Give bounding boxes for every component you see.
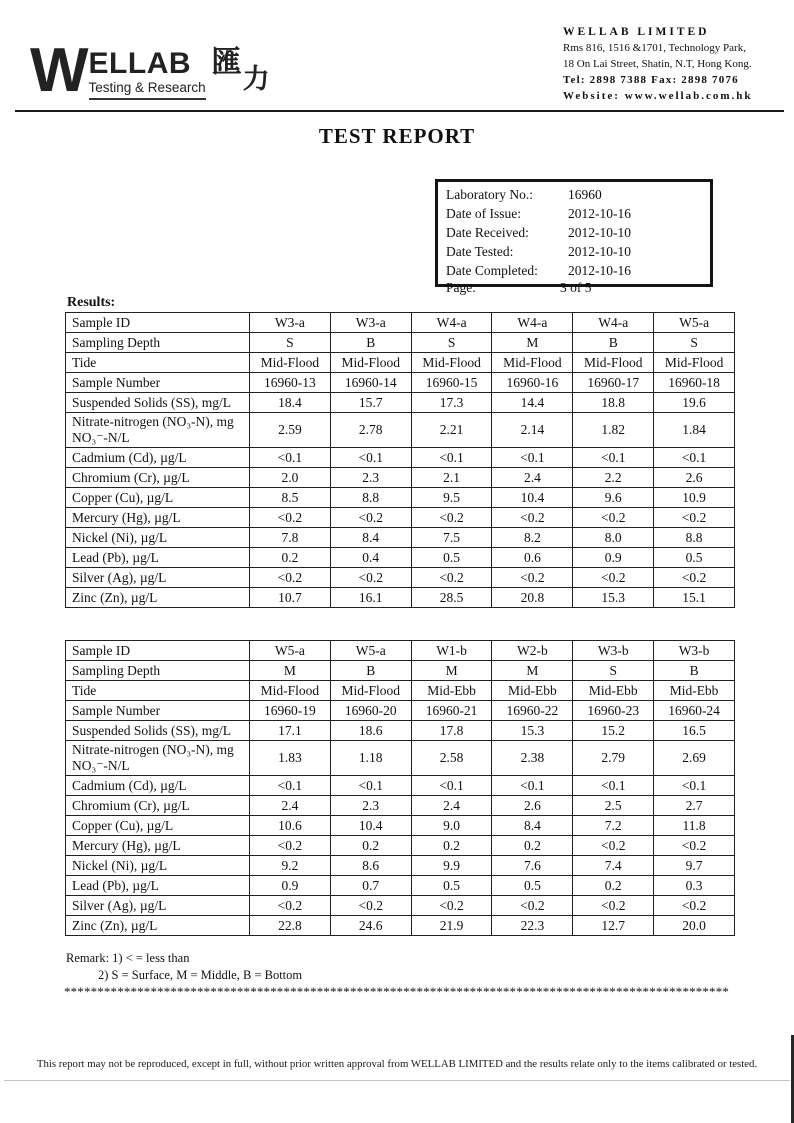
table-cell: 15.7 <box>330 393 411 413</box>
table-cell: 7.8 <box>250 528 331 548</box>
row-label: Sample ID <box>66 313 250 333</box>
table-cell: 22.8 <box>250 916 331 936</box>
table-cell: 9.7 <box>654 856 735 876</box>
row-label: Copper (Cu), µg/L <box>66 488 250 508</box>
remark-line-1: Remark: 1) < = less than <box>66 951 190 965</box>
row-label: Zinc (Zn), µg/L <box>66 588 250 608</box>
info-label: Date Received: <box>446 225 529 240</box>
table-row <box>66 836 735 856</box>
table-cell: Mid-Flood <box>654 353 735 373</box>
info-value: 2012-10-16 <box>568 263 631 278</box>
table-cell: 18.8 <box>573 393 654 413</box>
table-cell: 15.3 <box>492 721 573 741</box>
table-row <box>66 896 735 916</box>
row-label: Silver (Ag), µg/L <box>66 896 250 916</box>
info-value: 2012-10-10 <box>568 244 631 259</box>
results-table-1 <box>65 312 735 608</box>
table-cell: 0.2 <box>250 548 331 568</box>
table-cell: 0.5 <box>654 548 735 568</box>
table-cell: W1-b <box>411 641 492 661</box>
table-cell: <0.1 <box>573 448 654 468</box>
table-cell: Mid-Flood <box>492 353 573 373</box>
table-cell: 2.3 <box>330 796 411 816</box>
table-cell: <0.2 <box>654 896 735 916</box>
table-cell: 16960-15 <box>411 373 492 393</box>
table-cell: 2.59 <box>250 413 331 448</box>
table-cell: B <box>330 661 411 681</box>
table-row <box>66 508 735 528</box>
table-cell: M <box>492 333 573 353</box>
table-row <box>66 568 735 588</box>
table-row <box>66 681 735 701</box>
table-cell: 0.2 <box>330 836 411 856</box>
table-cell: 2.4 <box>492 468 573 488</box>
table-cell: 8.2 <box>492 528 573 548</box>
table-cell: 24.6 <box>330 916 411 936</box>
table-cell: W5-a <box>250 641 331 661</box>
table-row <box>66 448 735 468</box>
table-cell: <0.1 <box>411 776 492 796</box>
info-label: Date Completed: <box>446 263 538 278</box>
table-cell: 16.5 <box>654 721 735 741</box>
table-cell: 7.6 <box>492 856 573 876</box>
table-cell: S <box>411 333 492 353</box>
info-label: Laboratory No.: <box>446 187 533 202</box>
footer-disclaimer: This report may not be reproduced, except in full, without prior written approval from WELLAB LIMITED and the results relate only to the items calibrated or tested. <box>36 1058 758 1070</box>
row-label: Sample ID <box>66 641 250 661</box>
table-cell: M <box>411 661 492 681</box>
table-cell: Mid-Flood <box>411 353 492 373</box>
table-cell: 0.9 <box>573 548 654 568</box>
lab-info-box <box>435 179 713 287</box>
table-cell: 7.4 <box>573 856 654 876</box>
results-table-2 <box>65 640 735 936</box>
company-phone: Tel: 2898 7388 Fax: 2898 7076 <box>563 74 739 86</box>
table-cell: 9.0 <box>411 816 492 836</box>
row-label: Mercury (Hg), µg/L <box>66 508 250 528</box>
table-cell: S <box>250 333 331 353</box>
table-row <box>66 816 735 836</box>
table-cell: <0.2 <box>330 508 411 528</box>
table-row <box>66 528 735 548</box>
table-row <box>66 796 735 816</box>
info-row <box>446 261 710 280</box>
table-cell: 0.2 <box>411 836 492 856</box>
table-cell: 0.2 <box>573 876 654 896</box>
table-cell: B <box>330 333 411 353</box>
table-cell: 8.8 <box>330 488 411 508</box>
table-cell: <0.1 <box>492 448 573 468</box>
table-cell: 9.9 <box>411 856 492 876</box>
row-label: Lead (Pb), µg/L <box>66 548 250 568</box>
table-cell: S <box>573 661 654 681</box>
row-label: Nitrate-nitrogen (NO₃-N), mg NO₃⁻-N/L <box>66 741 250 776</box>
table-cell: <0.1 <box>330 776 411 796</box>
table-cell: 11.8 <box>654 816 735 836</box>
table-cell: 8.0 <box>573 528 654 548</box>
table-cell: <0.2 <box>411 508 492 528</box>
table-cell: 17.1 <box>250 721 331 741</box>
company-info <box>563 24 791 104</box>
table-cell: 2.1 <box>411 468 492 488</box>
table-cell: 16960-23 <box>573 701 654 721</box>
row-label: Zinc (Zn), µg/L <box>66 916 250 936</box>
table-cell: <0.2 <box>411 896 492 916</box>
table-cell: 2.79 <box>573 741 654 776</box>
row-label: Nickel (Ni), µg/L <box>66 856 250 876</box>
table-row <box>66 641 735 661</box>
table-cell: 7.2 <box>573 816 654 836</box>
table-cell: <0.1 <box>330 448 411 468</box>
table-cell: <0.2 <box>250 896 331 916</box>
table-cell: W4-a <box>411 313 492 333</box>
logo-w-letter: W <box>30 36 87 105</box>
table-cell: 2.2 <box>573 468 654 488</box>
table-row <box>66 373 735 393</box>
table-row <box>66 413 735 448</box>
table-cell: 16960-17 <box>573 373 654 393</box>
logo-tagline: Testing & Research <box>89 80 206 100</box>
table-cell: Mid-Ebb <box>492 681 573 701</box>
table-row <box>66 588 735 608</box>
table-row <box>66 876 735 896</box>
table-cell: W3-a <box>330 313 411 333</box>
table-cell: <0.1 <box>573 776 654 796</box>
company-website: Website: www.wellab.com.hk <box>563 90 753 102</box>
table-cell: <0.2 <box>654 836 735 856</box>
page-indicator <box>446 280 716 296</box>
table-cell: 10.7 <box>250 588 331 608</box>
company-address-line2: 18 On Lai Street, Shatin, N.T, Hong Kong. <box>563 58 752 70</box>
table-cell: 2.4 <box>250 796 331 816</box>
row-label: Cadmium (Cd), µg/L <box>66 776 250 796</box>
row-label: Suspended Solids (SS), mg/L <box>66 393 250 413</box>
info-value: 2012-10-16 <box>568 206 631 221</box>
table-cell: 2.3 <box>330 468 411 488</box>
table-cell: 15.1 <box>654 588 735 608</box>
table-row <box>66 741 735 776</box>
logo-wordmark: ELLAB <box>88 47 192 80</box>
table-cell: 0.4 <box>330 548 411 568</box>
table-cell: <0.1 <box>411 448 492 468</box>
table-cell: B <box>654 661 735 681</box>
table-cell: W4-a <box>492 313 573 333</box>
table-cell: <0.2 <box>573 508 654 528</box>
table-cell: 1.84 <box>654 413 735 448</box>
table-cell: 2.5 <box>573 796 654 816</box>
table-row <box>66 916 735 936</box>
table-cell: 0.3 <box>654 876 735 896</box>
table-cell: 16960-18 <box>654 373 735 393</box>
table-cell: W2-b <box>492 641 573 661</box>
page-label: Page: <box>446 280 476 295</box>
table-cell: Mid-Flood <box>330 353 411 373</box>
table-row <box>66 776 735 796</box>
table-cell: 10.4 <box>492 488 573 508</box>
table-cell: 8.6 <box>330 856 411 876</box>
table-cell: <0.2 <box>654 508 735 528</box>
logo-chinese-char-2: 力 <box>242 64 270 94</box>
logo-chinese-char-1: 匯 <box>211 46 242 79</box>
row-label: Tide <box>66 681 250 701</box>
info-value: 2012-10-10 <box>568 225 631 240</box>
info-row <box>446 223 710 242</box>
table-cell: M <box>492 661 573 681</box>
table-cell: 2.38 <box>492 741 573 776</box>
table-cell: 0.5 <box>492 876 573 896</box>
row-label: Nitrate-nitrogen (NO₃-N), mg NO₃⁻-N/L <box>66 413 250 448</box>
table-cell: <0.1 <box>654 776 735 796</box>
table-row <box>66 333 735 353</box>
info-value: 16960 <box>568 187 602 202</box>
table-row <box>66 721 735 741</box>
results-heading: Results: <box>67 295 116 310</box>
table-cell: 16960-14 <box>330 373 411 393</box>
table-cell: <0.2 <box>654 568 735 588</box>
table-cell: 18.4 <box>250 393 331 413</box>
row-label: Lead (Pb), µg/L <box>66 876 250 896</box>
table-cell: <0.2 <box>250 568 331 588</box>
row-label: Mercury (Hg), µg/L <box>66 836 250 856</box>
table-cell: 16960-24 <box>654 701 735 721</box>
table-cell: 0.5 <box>411 876 492 896</box>
table-cell: 8.5 <box>250 488 331 508</box>
table-cell: 16960-21 <box>411 701 492 721</box>
table-cell: M <box>250 661 331 681</box>
table-cell: 15.2 <box>573 721 654 741</box>
table-cell: 9.2 <box>250 856 331 876</box>
table-cell: Mid-Flood <box>250 681 331 701</box>
table-cell: 1.18 <box>330 741 411 776</box>
info-row <box>446 242 710 261</box>
table-cell: 19.6 <box>654 393 735 413</box>
table-cell: <0.2 <box>411 568 492 588</box>
table-row <box>66 548 735 568</box>
table-cell: <0.2 <box>492 508 573 528</box>
table-cell: 0.6 <box>492 548 573 568</box>
table-cell: 14.4 <box>492 393 573 413</box>
table-cell: 20.0 <box>654 916 735 936</box>
table-row <box>66 393 735 413</box>
row-label: Sampling Depth <box>66 661 250 681</box>
table-cell: 16960-16 <box>492 373 573 393</box>
header-divider <box>15 110 784 112</box>
table-cell: 16.1 <box>330 588 411 608</box>
table-row <box>66 468 735 488</box>
table-cell: <0.2 <box>573 896 654 916</box>
table-cell: <0.1 <box>250 448 331 468</box>
row-label: Copper (Cu), µg/L <box>66 816 250 836</box>
table-cell: <0.2 <box>492 896 573 916</box>
row-label: Tide <box>66 353 250 373</box>
table-cell: 8.8 <box>654 528 735 548</box>
table-row <box>66 313 735 333</box>
table-cell: S <box>654 333 735 353</box>
table-cell: <0.1 <box>654 448 735 468</box>
table-cell: 1.82 <box>573 413 654 448</box>
row-label: Chromium (Cr), µg/L <box>66 468 250 488</box>
table-cell: W5-a <box>654 313 735 333</box>
table-cell: 16960-13 <box>250 373 331 393</box>
info-row <box>446 185 710 204</box>
report-title: TEST REPORT <box>318 124 476 148</box>
row-label: Cadmium (Cd), µg/L <box>66 448 250 468</box>
table-cell: 22.3 <box>492 916 573 936</box>
table-cell: <0.2 <box>573 568 654 588</box>
table-cell: 2.14 <box>492 413 573 448</box>
table-cell: <0.1 <box>250 776 331 796</box>
table-cell: 2.6 <box>654 468 735 488</box>
table-row <box>66 701 735 721</box>
table-row <box>66 661 735 681</box>
table-cell: 2.6 <box>492 796 573 816</box>
table-cell: 18.6 <box>330 721 411 741</box>
info-row <box>446 204 710 223</box>
row-label: Sample Number <box>66 701 250 721</box>
page-value: 3 of 5 <box>560 280 592 295</box>
table-cell: 2.7 <box>654 796 735 816</box>
row-label: Sample Number <box>66 373 250 393</box>
table-cell: 10.6 <box>250 816 331 836</box>
table-row <box>66 488 735 508</box>
table-cell: 0.7 <box>330 876 411 896</box>
table-cell: 20.8 <box>492 588 573 608</box>
table-row <box>66 353 735 373</box>
table-cell: <0.2 <box>573 836 654 856</box>
info-label: Date Tested: <box>446 244 514 259</box>
table-cell: W3-b <box>573 641 654 661</box>
table-cell: 2.21 <box>411 413 492 448</box>
table-cell: 0.9 <box>250 876 331 896</box>
table-cell: W3-b <box>654 641 735 661</box>
table-cell: Mid-Flood <box>330 681 411 701</box>
row-label: Chromium (Cr), µg/L <box>66 796 250 816</box>
company-name: WELLAB LIMITED <box>563 26 710 38</box>
table-cell: 9.5 <box>411 488 492 508</box>
table-cell: 2.69 <box>654 741 735 776</box>
table-cell: 28.5 <box>411 588 492 608</box>
row-label: Sampling Depth <box>66 333 250 353</box>
table-cell: <0.1 <box>492 776 573 796</box>
table-cell: 16960-20 <box>330 701 411 721</box>
table-cell: 8.4 <box>330 528 411 548</box>
table-cell: 0.2 <box>492 836 573 856</box>
table-cell: 10.4 <box>330 816 411 836</box>
remark-line-2: 2) S = Surface, M = Middle, B = Bottom <box>98 968 303 982</box>
table-row <box>66 856 735 876</box>
table-cell: Mid-Ebb <box>654 681 735 701</box>
table-cell: <0.2 <box>330 568 411 588</box>
table-cell: B <box>573 333 654 353</box>
table-cell: 7.5 <box>411 528 492 548</box>
asterisk-separator: **************************************************************************************************** <box>64 984 729 999</box>
table-cell: <0.2 <box>492 568 573 588</box>
table-cell: 2.0 <box>250 468 331 488</box>
footer-divider <box>4 1080 790 1081</box>
table-cell: W4-a <box>573 313 654 333</box>
row-label: Nickel (Ni), µg/L <box>66 528 250 548</box>
row-label: Silver (Ag), µg/L <box>66 568 250 588</box>
table-cell: Mid-Flood <box>573 353 654 373</box>
table-cell: <0.2 <box>250 836 331 856</box>
table-cell: W3-a <box>250 313 331 333</box>
table-cell: 9.6 <box>573 488 654 508</box>
table-cell: 12.7 <box>573 916 654 936</box>
table-cell: Mid-Flood <box>250 353 331 373</box>
company-logo <box>30 36 270 105</box>
table-cell: Mid-Ebb <box>411 681 492 701</box>
table-cell: 0.5 <box>411 548 492 568</box>
table-cell: 17.8 <box>411 721 492 741</box>
table-cell: <0.2 <box>330 896 411 916</box>
table-cell: 2.58 <box>411 741 492 776</box>
row-label: Suspended Solids (SS), mg/L <box>66 721 250 741</box>
table-cell: 15.3 <box>573 588 654 608</box>
table-cell: 16960-22 <box>492 701 573 721</box>
table-cell: 8.4 <box>492 816 573 836</box>
table-cell: 1.83 <box>250 741 331 776</box>
info-label: Date of Issue: <box>446 206 521 221</box>
table-cell: 21.9 <box>411 916 492 936</box>
table-cell: 16960-19 <box>250 701 331 721</box>
company-address-line1: Rms 816, 1516 &1701, Technology Park, <box>563 42 746 54</box>
table-cell: 17.3 <box>411 393 492 413</box>
table-cell: Mid-Ebb <box>573 681 654 701</box>
table-cell: W5-a <box>330 641 411 661</box>
table-cell: 2.78 <box>330 413 411 448</box>
table-cell: 2.4 <box>411 796 492 816</box>
table-cell: <0.2 <box>250 508 331 528</box>
table-cell: 10.9 <box>654 488 735 508</box>
